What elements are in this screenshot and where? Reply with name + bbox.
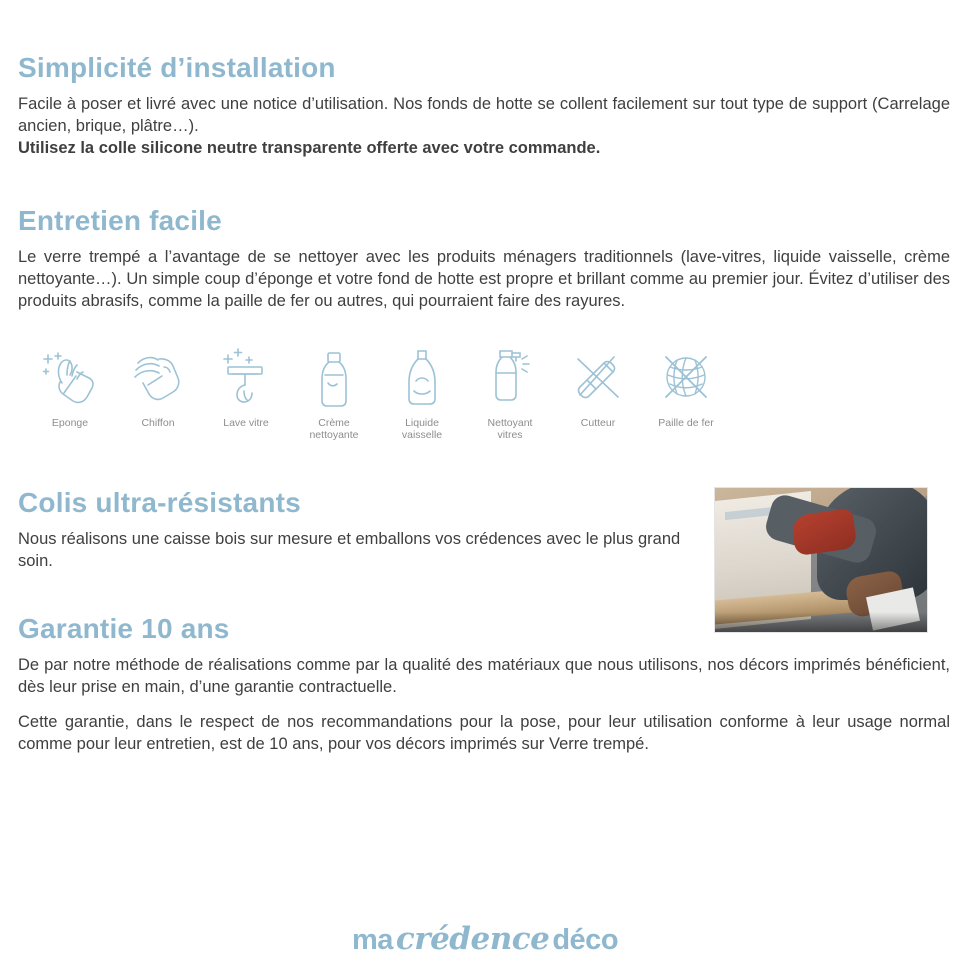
icon-caption: Cutteur — [580, 416, 616, 429]
installation-bold-note: Utilisez la colle silicone neutre transparente offerte avec votre commande. — [18, 138, 601, 157]
brand-logo — [352, 921, 618, 957]
icon-caption: Crème nettoyante — [309, 416, 359, 441]
cream-bottle-icon — [290, 339, 378, 411]
icon-item-cream — [290, 339, 378, 442]
icon-item-cloth — [114, 339, 202, 429]
logo-part-ma: ma — [351, 924, 393, 956]
page-title-entretien: Entretien facile — [18, 205, 222, 237]
page-title-garantie: Garantie 10 ans — [18, 612, 230, 644]
entretien-paragraph: Le verre trempé a l’avantage de se nettoyer avec les produits ménagers traditionnels (lave-vitres, liquide vaisselle, crème nettoyante…). Un simple coup d’éponge et votre fond de hotte est propre et brillant comme au premier jour. Évitez d’utiliser des produits abrasifs, comme la paille de fer ou autres, qui pourraient faire des rayures. — [18, 248, 950, 310]
icon-item-steel-wool — [642, 339, 730, 429]
icon-item-sponge — [26, 339, 114, 429]
icon-item-glass-cleaner — [466, 339, 554, 442]
footer — [0, 921, 970, 957]
garantie-paragraph-1: De par notre méthode de réalisations comme par la qualité des matériaux que nous utilisons, nos décors imprimés bénéficient, dès leur prise en main, d’une garantie contractuelle. — [18, 655, 950, 696]
cutter-forbidden-icon — [554, 339, 642, 411]
section-garantie — [18, 613, 950, 756]
colis-paragraph: Nous réalisons une caisse bois sur mesure et emballons vos crédences avec le plus grand soin. — [18, 530, 681, 571]
packing-photo-image — [715, 488, 927, 632]
section-installation — [18, 52, 950, 159]
cleaning-icon-row — [18, 339, 950, 442]
icon-caption: Liquide vaisselle — [401, 416, 443, 441]
icon-item-cutter — [554, 339, 642, 429]
installation-paragraph: Facile à poser et livré avec une notice d’utilisation. Nos fonds de hotte se collent facilement sur tout type de support (Carrelage ancien, brique, plâtre…). — [18, 95, 950, 135]
icon-caption: Nettoyant vitres — [487, 416, 533, 441]
icon-caption: Lave vitre — [223, 416, 269, 429]
logo-part-deco: déco — [552, 924, 619, 956]
icon-caption: Chiffon — [141, 416, 175, 429]
squeegee-icon — [202, 339, 290, 411]
steel-wool-forbidden-icon — [642, 339, 730, 411]
sponge-icon — [26, 339, 114, 411]
icon-item-squeegee — [202, 339, 290, 429]
packing-photo — [714, 487, 928, 633]
section-colis — [18, 487, 950, 573]
cloth-icon — [114, 339, 202, 411]
page-title-colis: Colis ultra-résistants — [18, 487, 301, 519]
logo-part-credence: crédence — [395, 921, 550, 957]
garantie-paragraph-2: Cette garantie, dans le respect de nos recommandations pour la pose, pour leur utilisation conforme à leur usage normal comme pour leur entretien, est de 10 ans, pour vos décors imprimés sur Verre trempé. — [18, 713, 950, 754]
icon-caption: Eponge — [51, 416, 89, 429]
glass-cleaner-spray-icon — [466, 339, 554, 411]
icon-item-dish-soap — [378, 339, 466, 442]
section-entretien — [18, 205, 950, 441]
page-title-installation: Simplicité d’installation — [18, 52, 336, 83]
dish-soap-icon — [378, 339, 466, 411]
icon-caption: Paille de fer — [658, 416, 714, 429]
